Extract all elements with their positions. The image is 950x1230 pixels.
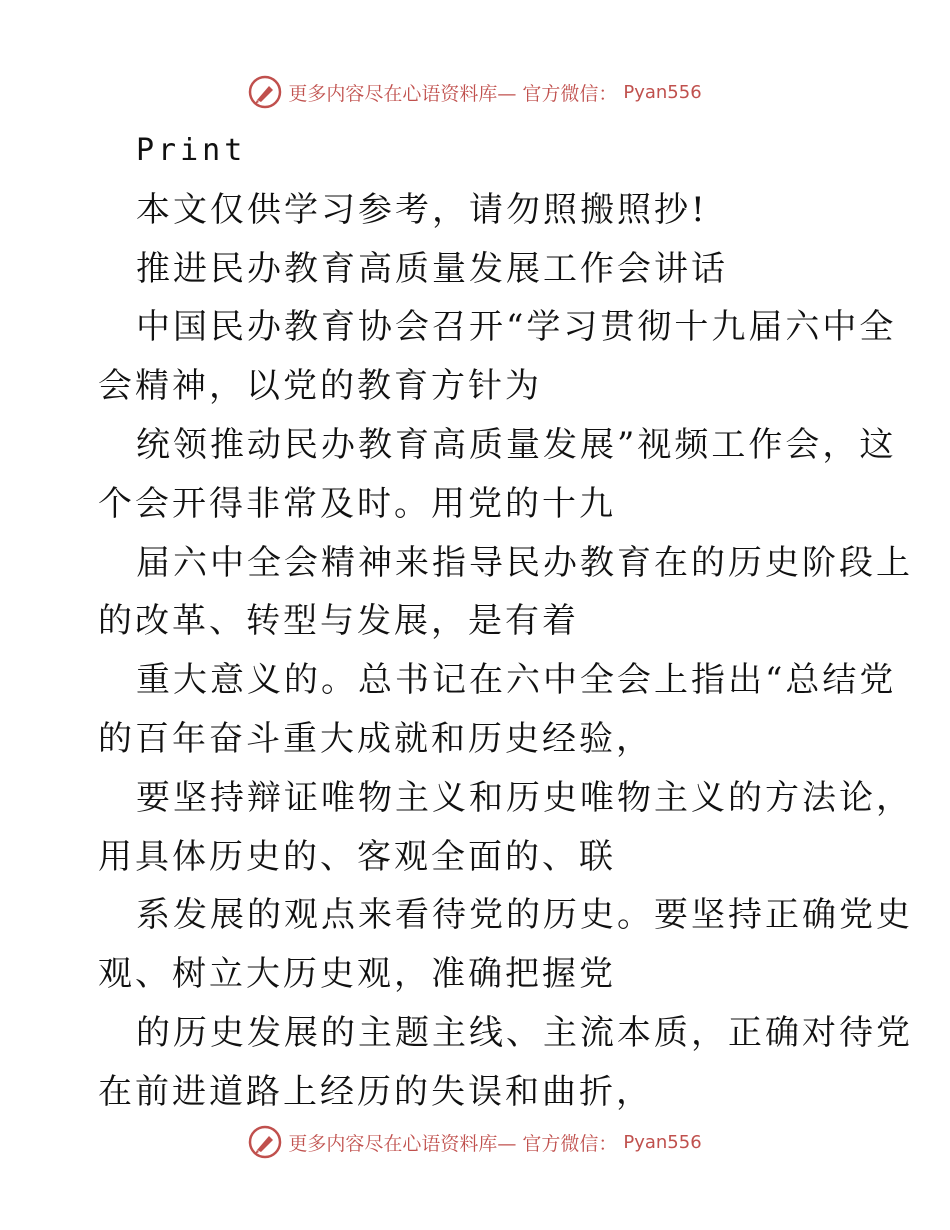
- watermark-official: 官方微信：: [522, 1132, 618, 1155]
- header-watermark: [0, 72, 950, 112]
- text-line: 的历史发展的主题主线、主流本质，正确对待党: [136, 1012, 913, 1053]
- text-line: 重大意义的。总书记在六中全会上指出“总结党: [136, 660, 897, 701]
- text-line: 系发展的观点来看待党的历史。要坚持正确党史: [136, 895, 913, 936]
- text-line: 本文仅供学习参考，请勿照搬照抄!: [136, 189, 708, 230]
- watermark-official: 官方微信：: [522, 82, 618, 105]
- text-line: 要坚持辩证唯物主义和历史唯物主义的方法论，: [136, 777, 913, 818]
- watermark-wechat-id: Pyan556: [623, 81, 702, 103]
- text-line: 的改革、转型与发展，是有着: [98, 601, 579, 642]
- text-line: 个会开得非常及时。用党的十九: [98, 483, 616, 524]
- watermark-text: 更多内容尽在心语资料库—: [288, 82, 517, 105]
- document-body: [98, 122, 913, 1122]
- text-line: 观、树立大历史观，准确把握党: [98, 954, 616, 995]
- pen-logo-icon: [248, 1125, 282, 1159]
- pen-logo-icon: [248, 75, 282, 109]
- text-line: 会精神，以党的教育方针为: [98, 366, 542, 407]
- document-title: 推进民办教育高质量发展工作会讲话: [136, 248, 728, 289]
- text-line: 的百年奋斗重大成就和历史经验，: [98, 718, 653, 759]
- watermark-wechat-id: Pyan556: [623, 1131, 702, 1153]
- text-line: 在前进道路上经历的失误和曲折，: [98, 1071, 653, 1112]
- text-line: 届六中全会精神来指导民办教育在的历史阶段上: [136, 542, 913, 583]
- text-line: 统领推动民办教育高质量发展”视频工作会，这: [136, 424, 897, 465]
- footer-watermark: [0, 1122, 950, 1162]
- text-line: 中国民办教育协会召开“学习贯彻十九届六中全: [136, 307, 897, 348]
- text-line: 用具体历史的、客观全面的、联: [98, 836, 616, 877]
- watermark-text: 更多内容尽在心语资料库—: [288, 1132, 517, 1155]
- text-line: Print: [136, 133, 247, 168]
